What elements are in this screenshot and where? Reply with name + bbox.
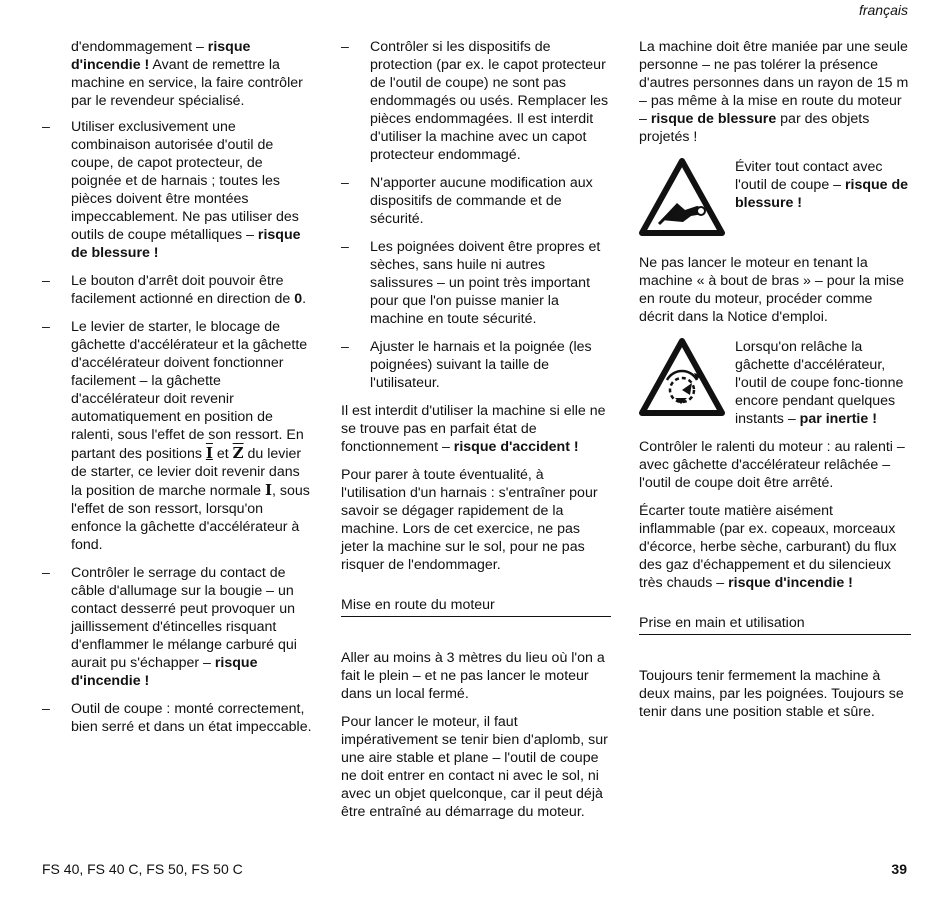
list-item: [42, 700, 312, 736]
text: Ajuster le harnais et la poignée (les poignées) suivant la taille de l'utilisateur.: [370, 339, 592, 391]
warning-text: par inertie !: [799, 411, 877, 427]
paragraph: [341, 466, 611, 574]
text: Utiliser exclusivement une combinaison autorisée d'outil de coupe, de capot protecteur, de poignée et de harnais ; toutes les pièces doivent être montées impeccablement. Ne pas utiliser des outils de coupe métalliques –: [71, 119, 299, 243]
text: Avant de remettre la machine en service, la faire contrôler par le revendeur spécialisé.: [71, 57, 303, 109]
paragraph: [341, 402, 611, 456]
dash-bullet: –: [42, 119, 50, 135]
list-item: [42, 564, 312, 690]
paragraph: [639, 254, 911, 326]
dash-bullet: –: [42, 273, 50, 289]
dash-bullet: –: [42, 701, 50, 717]
text: Contrôler le serrage du contact de câble d'allumage sur la bougie – un contact desserré peut provoquer un jaillissement d'étincelles risquant d'enflammer le mélange carburé qui aurait pu s'échapper –: [71, 565, 297, 671]
section-heading: Prise en main et utilisation: [639, 614, 911, 635]
hand-contact-warning-icon: [639, 158, 725, 236]
dash-bullet: –: [42, 565, 50, 581]
paragraph-continued: [42, 38, 312, 110]
text: , sous l'effet de son ressort, lorsqu'on enfonce la gâchette d'accélérateur à fond.: [71, 483, 310, 553]
dash-bullet: –: [341, 175, 349, 191]
section-heading: Mise en route du moteur: [341, 596, 611, 617]
list-item: [341, 174, 611, 228]
text: Lorsqu'on relâche la gâchette d'accélérateur, l'outil de coupe fonc-tionne encore pendant quelques instants –: [735, 339, 904, 427]
text: N'apporter aucune modification aux dispositifs de commande et de sécurité.: [370, 175, 593, 227]
page-number: 39: [891, 861, 907, 877]
text: Écarter toute matière aisément inflammable (par ex. copeaux, morceaux d'écorce, herbe sèche, carburant) du flux des gaz d'échappement et du silencieux très chauds –: [639, 503, 897, 591]
paragraph: [639, 502, 911, 592]
language-label: français: [858, 2, 908, 18]
text: Pour lancer le moteur, il faut impérativement se tenir bien d'aplomb, sur une aire stable et plane – l'outil de coupe ne doit entrer en contact ni avec le sol, ni avec un objet quelconque, car il peut déjà être entraîné au démarrage du moteur.: [341, 714, 608, 820]
list-item: [341, 238, 611, 328]
dash-bullet: –: [42, 319, 50, 335]
run-position-symbol: I: [265, 481, 273, 499]
text: Pour parer à toute éventualité, à l'utilisation d'un harnais : s'entraîner pour savoir se dégager rapidement de la machine. Lors de cet exercice, ne pas jeter la machine sur le sol, pour ne pas risquer de l'endommager.: [341, 467, 598, 573]
text: Ne pas lancer le moteur en tenant la machine « à bout de bras » – pour la mise en route du moteur, procéder comme décrit dans la Notice d'emploi.: [639, 255, 904, 325]
text: Le bouton d'arrêt doit pouvoir être facilement actionné en direction de: [71, 273, 295, 307]
paragraph: [639, 38, 911, 146]
warning-text-block: [735, 338, 911, 428]
rotating-blade-warning-icon: [639, 338, 725, 416]
text: Éviter tout contact avec l'outil de coupe –: [735, 159, 883, 193]
column-2: [341, 38, 611, 831]
choke-position-symbol: I: [205, 444, 213, 462]
list-item: [42, 272, 312, 308]
warning-text-block: [735, 158, 911, 236]
column-1: [42, 38, 312, 746]
text: d'endommagement –: [71, 39, 208, 55]
warning-text: risque d'incendie !: [71, 655, 258, 689]
column-3: [639, 38, 911, 731]
stop-position-symbol: 0: [294, 291, 303, 307]
dash-bullet: –: [341, 39, 349, 55]
text: .: [302, 291, 307, 307]
warning-text: risque d'incendie !: [728, 575, 853, 591]
text: Les poignées doivent être propres et sèches, sans huile ni autres salissures – un point très important pour que l'on puisse manier la machine en toute sécurité.: [370, 239, 601, 327]
list-item: [341, 338, 611, 392]
warning-text: risque de blessure !: [735, 177, 909, 211]
list-item: [42, 118, 312, 262]
text: Toujours tenir fermement la machine à deux mains, par les poignées. Toujours se tenir dans une position stable et sûre.: [639, 668, 904, 720]
warning-text: risque de blessure: [650, 111, 777, 127]
paragraph: [639, 667, 911, 721]
text: par des objets projetés !: [639, 111, 870, 145]
list-item: [42, 318, 312, 554]
warning-block: [639, 158, 911, 236]
text: La machine doit être maniée par une seule personne – ne pas tolérer la présence d'autres personnes dans un rayon de 15 m – pas même à la mise en route du moteur –: [639, 39, 909, 127]
choke-closed-symbol: $\overline{Z}$: [232, 444, 244, 462]
warning-text: risque de blessure !: [71, 227, 301, 261]
warning-text: risque d'accident !: [453, 439, 579, 455]
dash-bullet: –: [341, 239, 349, 255]
text: Aller au moins à 3 mètres du lieu où l'on a fait le plein – et ne pas lancer le moteur dans un local fermé.: [341, 650, 605, 702]
warning-text: risque d'incendie !: [71, 39, 251, 73]
text: du levier de starter, ce levier doit revenir dans la position de marche normale: [71, 446, 302, 499]
text: Contrôler si les dispositifs de protection (par ex. le capot protecteur de l'outil de coupe) ne sont pas endommagés ou usés. Remplacer les pièces endommagées. Il est interdit d'utiliser la machine avec un capot protecteur endommagé.: [370, 39, 609, 163]
paragraph: [341, 713, 611, 821]
dash-bullet: –: [341, 339, 349, 355]
model-footer: FS 40, FS 40 C, FS 50, FS 50 C: [42, 861, 243, 877]
paragraph: [341, 649, 611, 703]
text: et: [212, 446, 233, 462]
warning-block: [639, 338, 911, 428]
paragraph: [639, 438, 911, 492]
text: Outil de coupe : monté correctement, bien serré et dans un état impeccable.: [71, 701, 312, 735]
list-item: [341, 38, 611, 164]
text: Le levier de starter, le blocage de gâchette d'accélérateur et la gâchette d'accélérateur doivent fonctionner facilement – la gâchette d'accélérateur doit revenir automatiquement en position de ralenti, sous l'effet de son ressort. En partant des positions: [71, 319, 308, 462]
text: Contrôler le ralenti du moteur : au ralenti – avec gâchette d'accélérateur relâchée – l'outil de coupe doit être arrêté.: [639, 439, 905, 491]
text: Il est interdit d'utiliser la machine si elle ne se trouve pas en parfait état de fonctionnement –: [341, 403, 606, 455]
